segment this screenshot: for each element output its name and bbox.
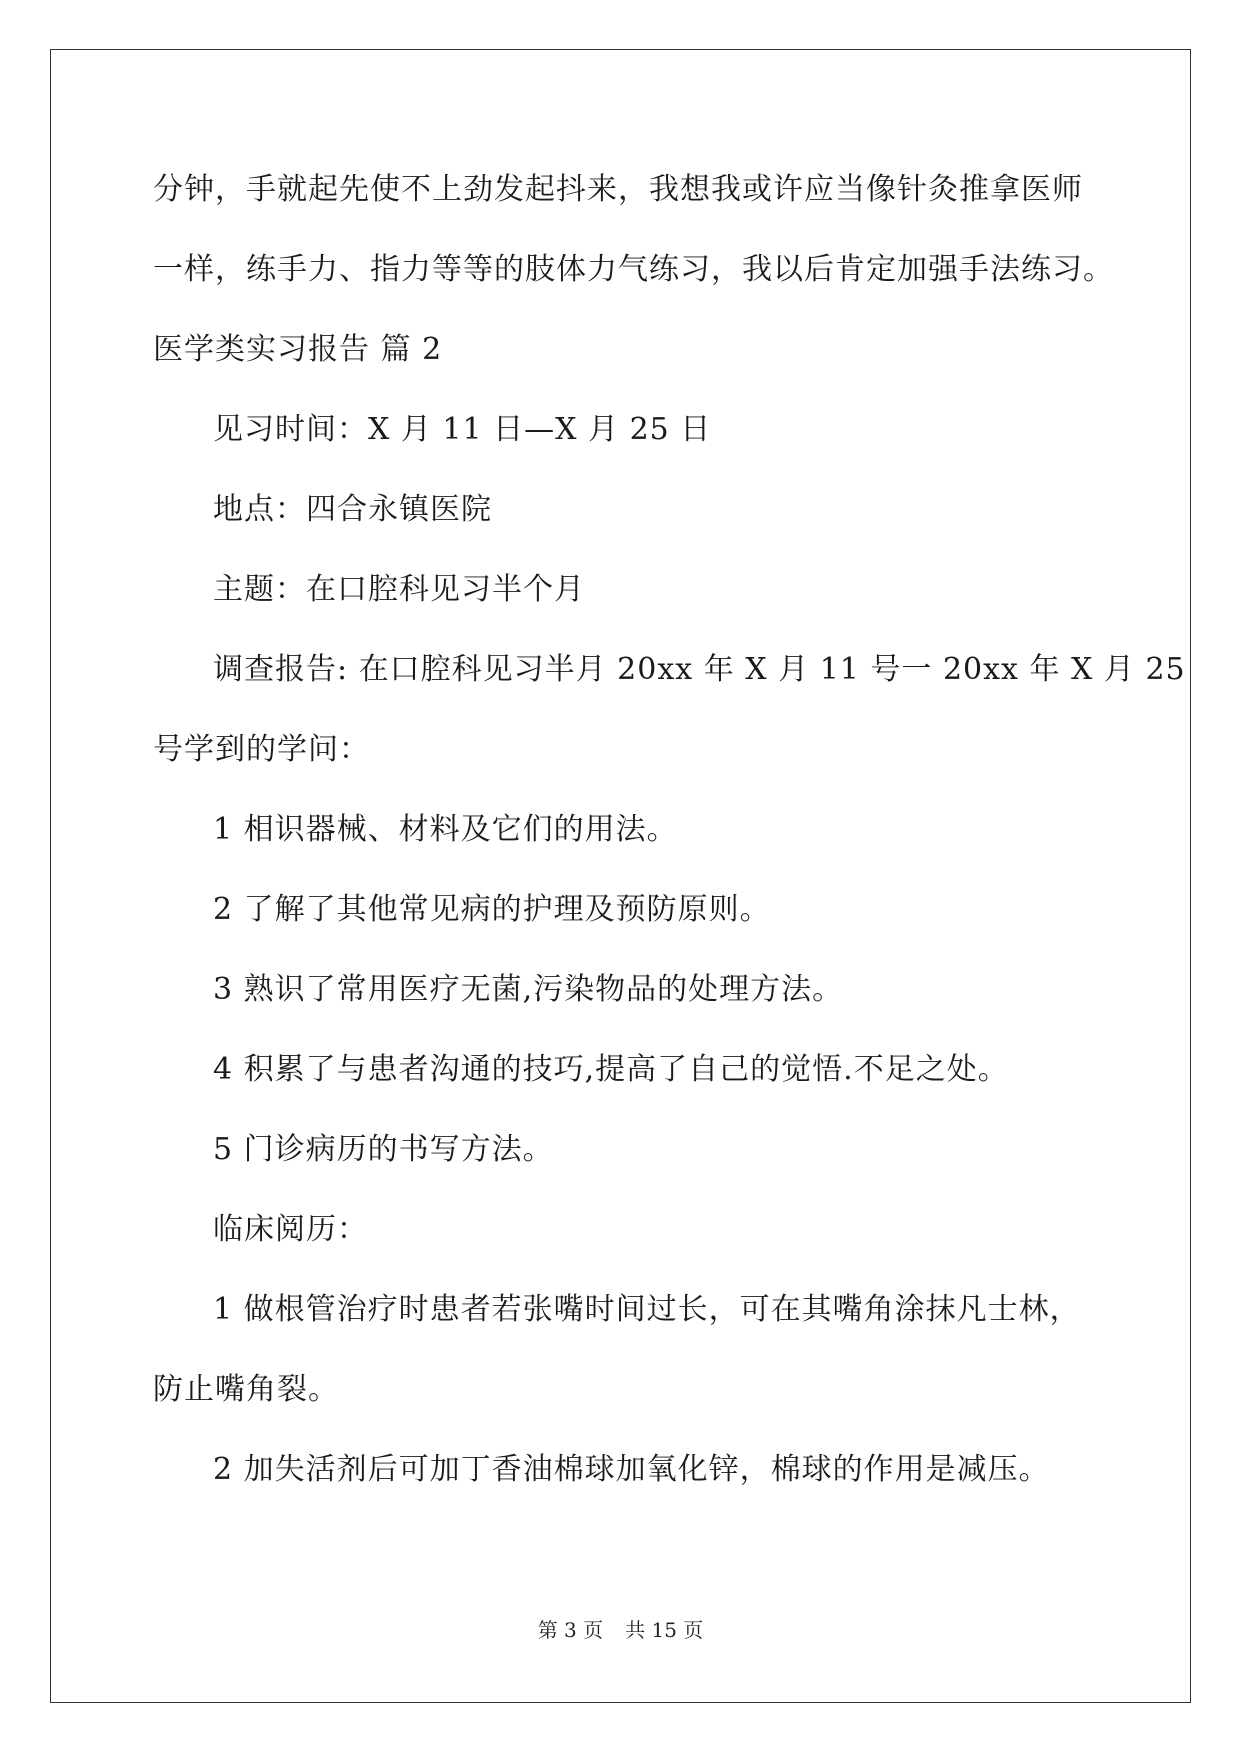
paragraph-line: 号学到的学问： bbox=[153, 732, 370, 767]
page-number: 第 3 页 bbox=[537, 1618, 604, 1642]
list-item: 3 熟识了常用医疗无菌,污染物品的处理方法。 bbox=[213, 972, 844, 1007]
list-item: 2 了解了其他常见病的护理及预防原则。 bbox=[213, 892, 771, 927]
list-item: 1 做根管治疗时患者若张嘴时间过长，可在其嘴角涂抹凡士林， bbox=[213, 1292, 1081, 1327]
paragraph-line: 分钟，手就起先使不上劲发起抖来，我想我或许应当像针灸推拿医师 bbox=[153, 172, 1083, 207]
list-item: 4 积累了与患者沟通的技巧,提高了自己的觉悟.不足之处。 bbox=[213, 1052, 1009, 1087]
section-heading: 医学类实习报告 篇 2 bbox=[153, 332, 443, 367]
paragraph-line: 调查报告: 在口腔科见习半月 20xx 年 X 月 11 号一 20xx 年 X 月 25 bbox=[213, 652, 1186, 687]
page-total: 共 15 页 bbox=[625, 1618, 704, 1642]
list-item: 5 门诊病历的书写方法。 bbox=[213, 1132, 554, 1167]
info-line-topic: 主题：在口腔科见习半个月 bbox=[213, 572, 585, 607]
subheading: 临床阅历： bbox=[213, 1212, 368, 1247]
paragraph-line: 防止嘴角裂。 bbox=[153, 1372, 339, 1407]
paragraph-line: 一样，练手力、指力等等的肢体力气练习，我以后肯定加强手法练习。 bbox=[153, 252, 1114, 287]
info-line-time: 见习时间：X 月 11 日—X 月 25 日 bbox=[213, 412, 712, 447]
list-item: 2 加失活剂后可加丁香油棉球加氧化锌，棉球的作用是减压。 bbox=[213, 1452, 1050, 1487]
info-line-location: 地点：四合永镇医院 bbox=[213, 492, 492, 527]
page-footer bbox=[0, 1618, 1241, 1642]
list-item: 1 相识器械、材料及它们的用法。 bbox=[213, 812, 678, 847]
